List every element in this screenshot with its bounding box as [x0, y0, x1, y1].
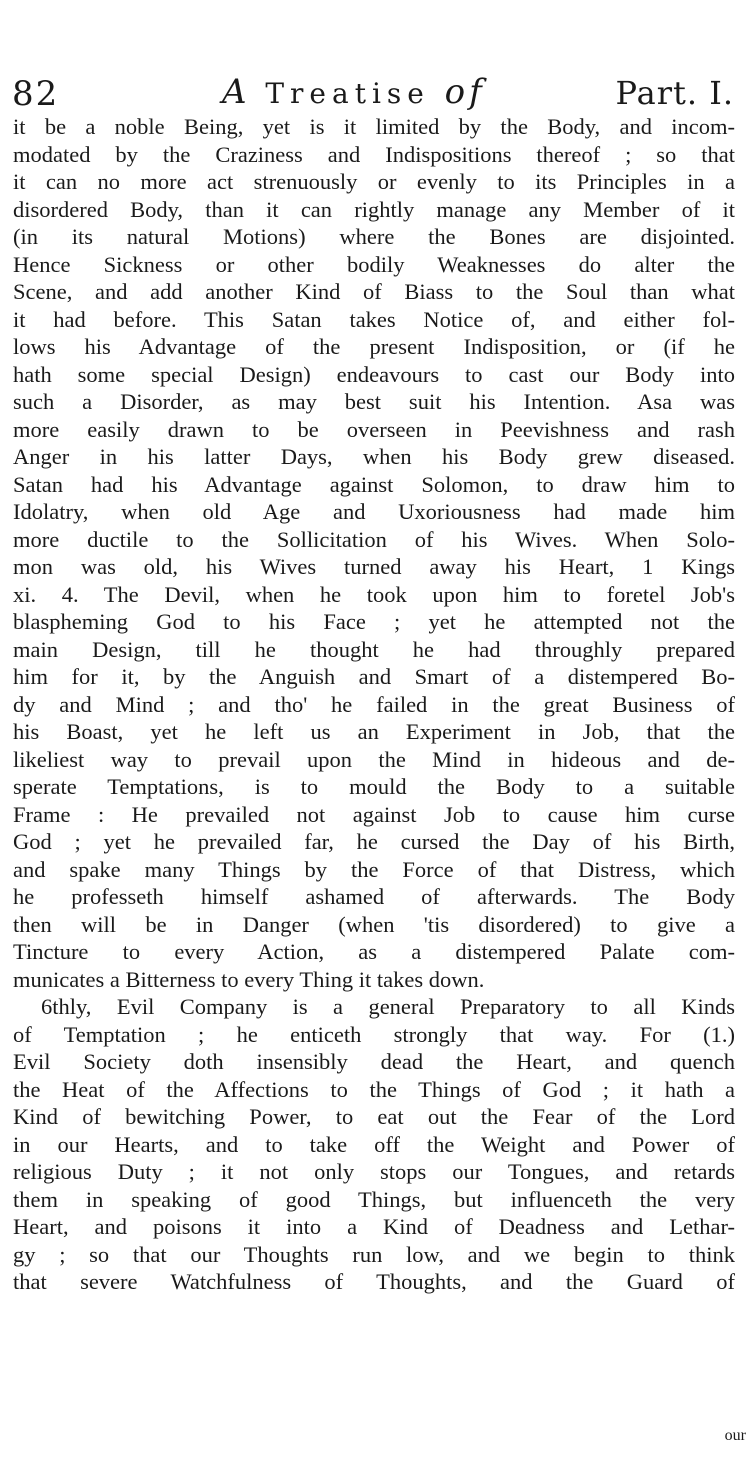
text-line: Kind of bewitching Power, to eat out the Fear of the Lord	[13, 1104, 735, 1129]
text-line: (in its natural Motions) where the Bones are disjointed.	[13, 224, 735, 249]
text-line: Hence Sickness or other bodily Weaknesses do alter the	[13, 251, 735, 277]
running-header	[0, 66, 750, 116]
text-line: Evil Society doth insensibly dead the Heart, and quench	[13, 1049, 735, 1074]
text-line: then will be in Danger (when 'tis disordered) to give a	[13, 911, 735, 937]
text-line: more easily drawn to be overseen in Peevishness and rash	[13, 416, 735, 442]
page-number: 82	[12, 74, 60, 114]
text-line: it be a noble Being, yet is it limited by the Body, and incom-	[13, 114, 735, 139]
text-line: in our Hearts, and to take off the Weight and Power of	[13, 1131, 735, 1157]
part-label: Part. I.	[615, 74, 734, 112]
text-line: that severe Watchfulness of Thoughts, and the Guard of	[13, 1269, 735, 1294]
text-line: Satan had his Advantage against Solomon, to draw him to	[13, 471, 735, 497]
text-line: it had before. This Satan takes Notice of, and either fol-	[13, 306, 735, 332]
text-line: them in speaking of good Things, but influenceth the very	[13, 1186, 735, 1212]
text-line: lows his Advantage of the present Indisposition, or (if he	[13, 334, 735, 359]
text-line: him for it, by the Anguish and Smart of a distempered Bo-	[13, 664, 735, 689]
title-caps: Treatise	[265, 77, 430, 110]
running-title	[222, 72, 486, 112]
title-suffix: of	[444, 72, 486, 112]
text-line: gy ; so that our Thoughts run low, and we begin to think	[13, 1241, 735, 1267]
text-line: God ; yet he prevailed far, he cursed the Day of his Birth,	[13, 829, 735, 854]
text-line: such a Disorder, as may best suit his Intention. Asa was	[13, 389, 735, 414]
text-line: it can no more act strenuously or evenly to its Principles in a	[13, 169, 735, 194]
text-line: Tincture to every Action, as a distempered Palate com-	[13, 939, 735, 964]
text-line: modated by the Craziness and Indispositions thereof ; so that	[13, 141, 735, 167]
text-line: 6thly, Evil Company is a general Preparatory to all Kinds	[41, 994, 735, 1019]
body-text	[13, 113, 735, 1296]
text-line: Idolatry, when old Age and Uxoriousness had made him	[13, 499, 735, 524]
title-prefix: A	[222, 72, 251, 112]
text-line: his Boast, yet he left us an Experiment in Job, that the	[13, 719, 735, 744]
text-line: hath some special Design) endeavours to cast our Body into	[13, 361, 735, 387]
text-line: xi. 4. The Devil, when he took upon him to foretel Job's	[13, 581, 735, 607]
text-line: religious Duty ; it not only stops our Tongues, and retards	[13, 1159, 735, 1184]
text-line: of Temptation ; he enticeth strongly that way. For (1.)	[13, 1021, 735, 1047]
text-line: likeliest way to prevail upon the Mind in hideous and de-	[13, 746, 735, 772]
text-line: disordered Body, than it can rightly manage any Member of it	[13, 196, 735, 222]
text-line: blaspheming God to his Face ; yet he attempted not the	[13, 609, 735, 634]
text-line: he professeth himself ashamed of afterwards. The Body	[13, 884, 735, 909]
text-line: Heart, and poisons it into a Kind of Deadness and Lethar-	[13, 1214, 735, 1239]
catchword: our	[724, 1427, 746, 1444]
text-line: sperate Temptations, is to mould the Body to a suitable	[13, 774, 735, 799]
text-line: more ductile to the Sollicitation of his Wives. When Solo-	[13, 526, 735, 552]
text-line: the Heat of the Affections to the Things of God ; it hath a	[13, 1076, 735, 1102]
text-line: and spake many Things by the Force of that Distress, which	[13, 856, 735, 882]
text-line: mon was old, his Wives turned away his Heart, 1 Kings	[13, 554, 735, 579]
text-line: main Design, till he thought he had throughly prepared	[13, 636, 735, 662]
text-line: Frame : He prevailed not against Job to cause him curse	[13, 801, 735, 827]
text-line: municates a Bitterness to every Thing it takes down.	[13, 966, 485, 992]
text-line: dy and Mind ; and tho' he failed in the great Business of	[13, 691, 735, 717]
text-line: Scene, and add another Kind of Biass to the Soul than what	[13, 279, 735, 304]
text-line: Anger in his latter Days, when his Body grew diseased.	[13, 444, 735, 469]
